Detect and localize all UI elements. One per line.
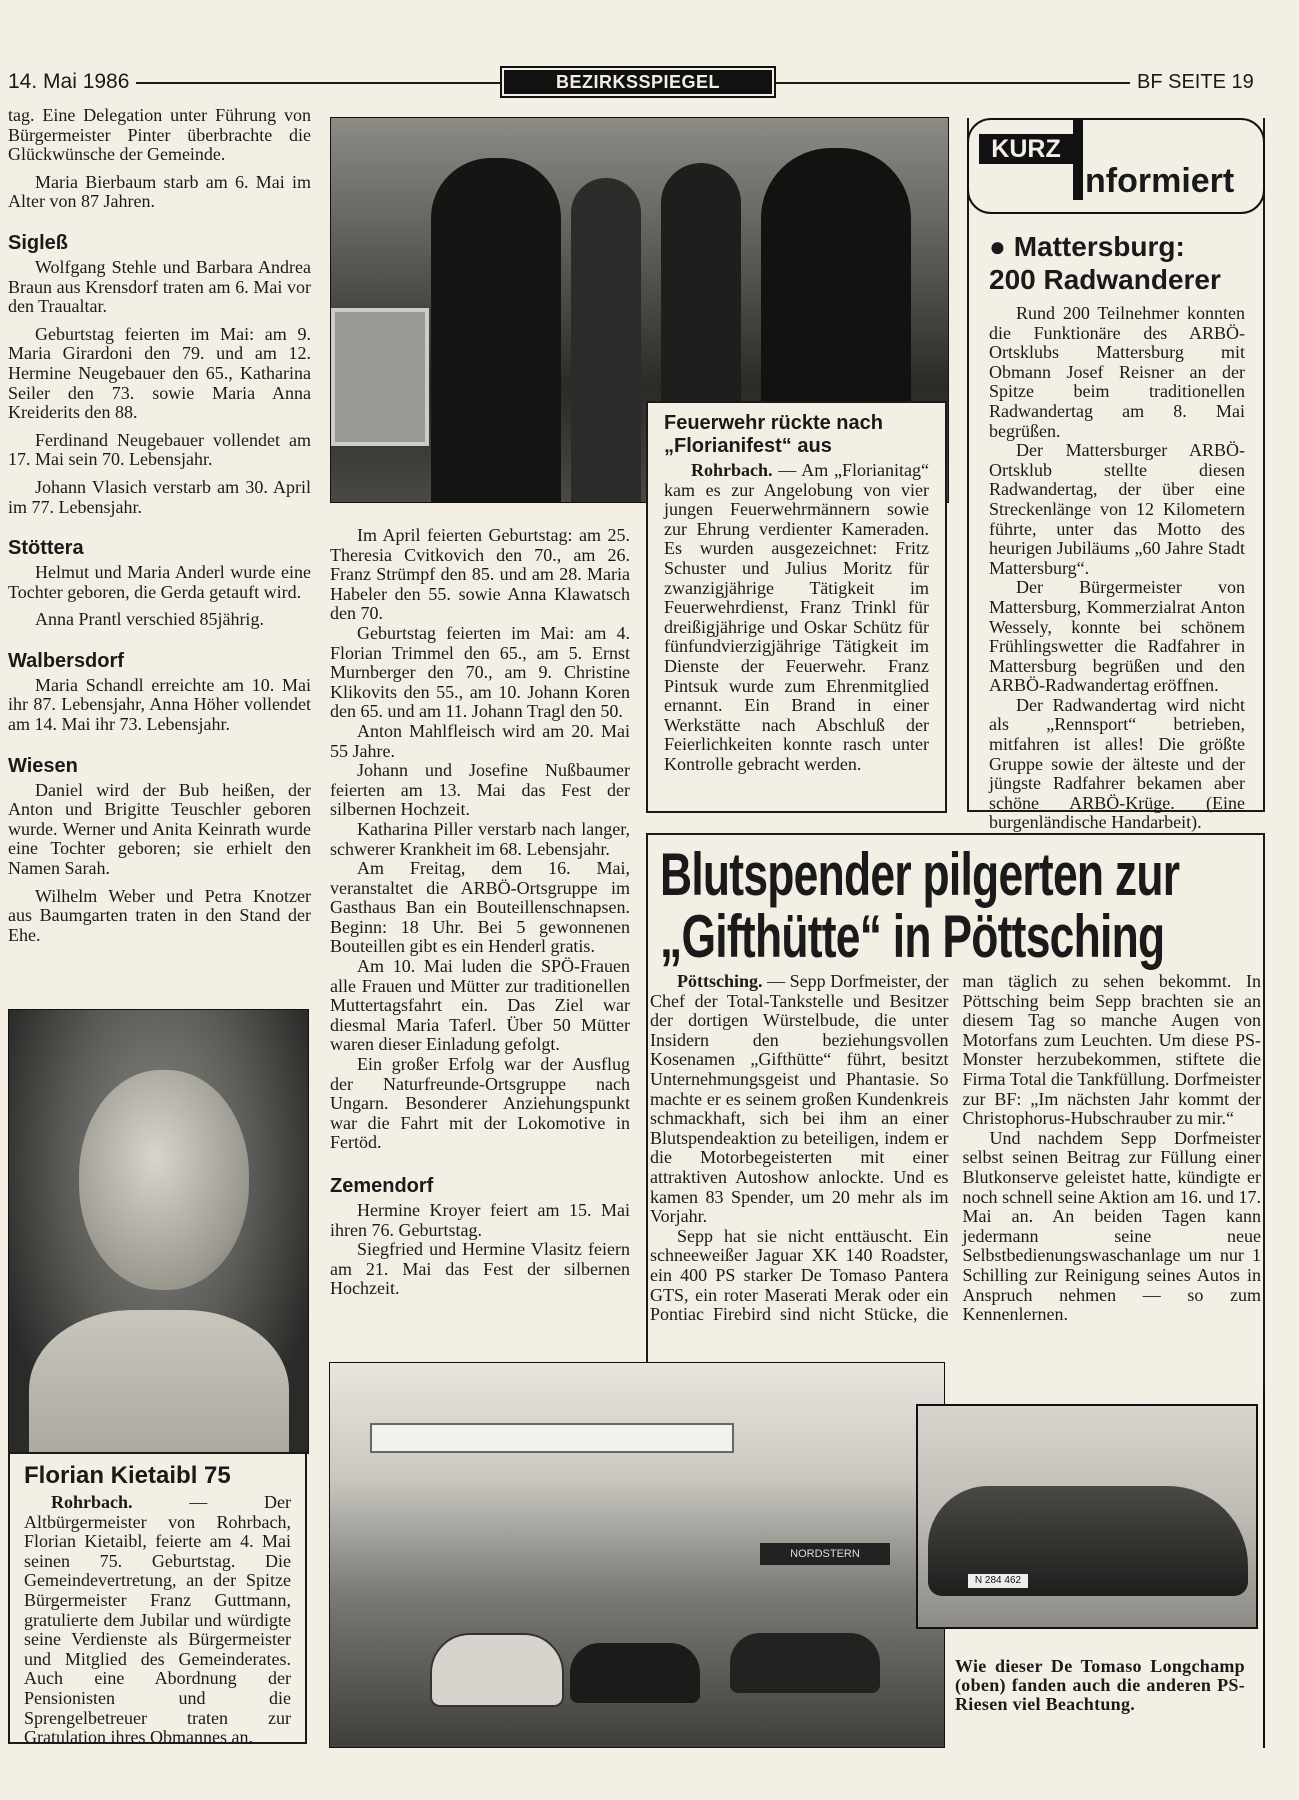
paragraph: Ferdinand Neugebauer vollendet am 17. Mai sein 70. Lebensjahr.	[8, 429, 311, 470]
paragraph: — Sepp Dorfmeister, der Chef der Total-Tankstelle und Besitzer der dortigen Würstelbude, die unter Insidern den beziehungsvollen Kosenamen „Gifthütte“ führt, besitzt Unternehmungsgeist und Phantasie. So machte er es seinem großen Kundenkreis schmackhaft, sich bei ihm an einer Blutspendeaktion zu beteiligen, indem er die Motorbegeisterten mit einer attraktiven Autoshow anlockte. Und es kamen 83 Spender, um 20 mehr als im Vorjahr.	[650, 971, 949, 1227]
paragraph: Johann Vlasich verstarb am 30. April im 77. Lebensjahr.	[8, 476, 311, 517]
photo-caption: Wie dieser De Tomaso Longchamp (oben) fanden auch die anderen PS-Riesen viel Beachtung.	[955, 1656, 1245, 1714]
paragraph: Johann und Josefine Nußbaumer feierten am 13. Mai das Fest der silbernen Hochzeit.	[330, 760, 630, 820]
paragraph: Hermine Kroyer feiert am 15. Mai ihren 76. Geburtstag.	[330, 1200, 630, 1240]
blutspender-body	[650, 972, 1261, 1325]
blutspender-headline	[660, 841, 1252, 970]
paragraph: Am 10. Mai luden die SPÖ-Frauen alle Frauen und Mütter zur traditionellen Muttertagsfahrt ein. Das Ziel war diesmal Maria Taferl. Über 50 Mütter waren dieser Einladung gefolgt.	[330, 956, 630, 1055]
page-header	[0, 66, 1299, 100]
photo-de-tomaso-longchamp	[916, 1404, 1258, 1629]
station-sign: NORDSTERN	[760, 1543, 890, 1565]
issue-date: 14. Mai 1986	[8, 70, 130, 93]
paragraph: Anton Mahlfleisch wird am 20. Mai 55 Jahre.	[330, 720, 630, 761]
paragraph: Der Mattersburger ARBÖ-Ortsklub stellte diesen Radwandertag, der über eine Streckenlänge von 12 Kilometern führte, unter das Motto des heurigen Jubiläums „60 Jahre Stadt Mattersburg“.	[989, 440, 1245, 578]
header-rule-right	[776, 82, 1130, 84]
paragraph: Der Bürgermeister von Mattersburg, Kommerzialrat Anton Wessely, konnte bei schönem Frühlingswetter die Radfahrer in Mattersburg begrüßen und den ARBÖ-Radwandertag eröffnen.	[989, 577, 1245, 696]
paragraph: Anna Prantl verschied 85jährig.	[35, 609, 264, 630]
article-title: Florian Kietaibl 75	[24, 1462, 231, 1489]
portrait-shoulders	[29, 1310, 289, 1454]
paragraph: Maria Bierbaum starb am 6. Mai im Alter von 87 Jahren.	[8, 171, 311, 212]
headline-line: „Gifthütte“ in Pöttsching	[660, 903, 1165, 970]
paragraph: Helmut und Maria Anderl wurde eine Tochter geboren, die Gerda getauft wird.	[8, 562, 311, 602]
paragraph: Daniel wird der Bub heißen, der Anton und Brigitte Teuschler geboren wurde. Werner und Anita Keinrath wurde eine Tochter geboren; sie erhielt den Namen Sarah.	[8, 779, 311, 879]
heading-stoettera: Stöttera	[8, 537, 84, 560]
paragraph: Katharina Piller verstarb nach langer, schwerer Krankheit im 68. Lebensjahr.	[330, 818, 630, 859]
paragraph: tag. Eine Delegation unter Führung von Bürgermeister Pinter überbrachte die Glückwünsche der Gemeinde.	[8, 105, 311, 165]
header-rule-left	[136, 82, 500, 84]
section-banner	[500, 66, 776, 98]
page-number: BF SEITE 19	[1137, 71, 1254, 93]
portrait-photo-kietaibl	[8, 1009, 309, 1454]
article-kietaibl	[8, 1452, 307, 1748]
article-body: — Am „Florianitag“ kam es zur Angelobung von vier jungen Feuerwehrmännern sowie zur Ehrung verdienter Kameraden. Es wurden ausgezeichnet: Fritz Schuster und Julius Moritz für zwanzigjährige Tätigkeit im Feuerwehrdienst, Franz Trinkl für dreißigjährige und Oskar Schütz für fünfundvierzigjährige Tätigkeit im Dienste der Feuerwehr. Franz Pintsuk wurde zum Ehrenmitglied ernannt. Ein Brand in einer Werkstätte nach Abschluß der Feierlichkeiten konnte rasch unter Kontrolle gebracht werden.	[664, 460, 929, 774]
station-canopy	[370, 1423, 734, 1453]
dateline: Rohrbach.	[51, 1492, 133, 1512]
heading-zemendorf: Zemendorf	[330, 1175, 434, 1197]
car	[570, 1643, 700, 1703]
paragraph: Geburtstag feierten im Mai: am 9. Maria Girardoni den 79. und am 12. Hermine Neugebauer den 65., Katharina Seiler den 73. sowie Maria Anna Kreiderits den 88.	[8, 323, 311, 423]
heading-wiesen: Wiesen	[8, 754, 78, 777]
kurz-headline	[989, 230, 1221, 296]
logo-kurz: KURZ	[979, 134, 1073, 164]
headline-line: Mattersburg:	[1013, 231, 1185, 262]
blutspender-right-rule	[1263, 1388, 1265, 1748]
figure	[431, 158, 561, 502]
paragraph: Maria Schandl erreichte am 10. Mai ihr 87. Lebensjahr, Anna Höher vollendet am 14. Mai ihr 73. Lebensjahr.	[8, 674, 311, 735]
kurz-informiert-logo	[967, 118, 1265, 214]
paragraph: Geburtstag feierten im Mai: am 4. Florian Trimmel den 65., am 5. Ernst Murnberger den 70., am 9. Christine Klikovits den 55., am 10. Johann Koren den 65. und am 11. Johann Tragl den 50.	[330, 622, 630, 722]
paragraph: Wolfgang Stehle und Barbara Andrea Braun aus Krensdorf traten am 6. Mai vor den Traualtar.	[8, 256, 311, 317]
paragraph: Der Radwandertag wird nicht als „Rennsport“ betrieben, mitfahren ist alles! Die größte Gruppe sowie der älteste und der jüngste Radfahrer bekamen aber schöne ARBÖ-Krüge. (Eine burgenländische Handarbeit).	[989, 694, 1245, 833]
portrait-head	[79, 1070, 249, 1290]
photo-gas-station-car-show	[329, 1362, 945, 1748]
paragraph: Rund 200 Teilnehmer konnten die Funktionäre des ARBÖ-Ortsklubs Mattersburg mit Obmann Josef Reisner an der Spitze beim traditionellen Radwandertag am 8. Mai begrüßen.	[989, 303, 1245, 441]
dateline: Rohrbach.	[691, 460, 773, 480]
section-name: BEZIRKSSPIEGEL	[504, 70, 772, 94]
logo-informiert: nformiert	[1085, 162, 1235, 200]
article-body: — Der Altbürgermeister von Rohrbach, Florian Kietaibl, feierte am 4. Mai seinen 75. Geburtstag. Die Gemeindevertretung, an der Spitze Bürgermeister Franz Guttmann, gratulierte dem Jubilar und würdigte seine Verdienste als Bürgermeister und Mitglied des Gemeinderates. Auch eine Abordnung der Pensionisten und die Sprengelbetreuer traten zur Gratulation ihres Obmannes an.	[24, 1492, 291, 1748]
framed-certificate	[331, 308, 429, 446]
headline-line: 200 Radwanderer	[989, 264, 1221, 295]
paragraph: Wilhelm Weber und Petra Knotzer aus Baumgarten traten in den Stand der Ehe.	[8, 885, 311, 945]
left-column-news	[8, 106, 311, 945]
middle-column-news	[330, 526, 630, 1299]
bullet-icon: ●	[989, 231, 1006, 262]
car	[430, 1633, 564, 1707]
paragraph: Im April feierten Geburtstag: am 25. Theresia Cvitkovich den 70., am 26. Franz Strümpf den 85. und am 28. Maria Habeler den 55. sowie Anna Klawatsch den 70.	[330, 525, 630, 624]
paragraph: Sepp hat sie nicht enttäuscht. Ein schneeweißer Jaguar XK 140 Roadster, ein 400 PS starker De Tomaso Pantera GTS, ein roter Maserati Merak oder ein Pontiac Firebird sind nicht Stücke, die man täglich zu sehen bekommt. In Pöttsching beim Sepp brachten sie an diesem Tag so manche Augen von Motorfans zum Leuchten. Um diese PS-Monster herzubekommen, stiftete die Firma Total die Tankfüllung. Dorfmeister zur BF: „Im nächsten Jahr kommt der Christophorus-Hubschrauber zu mir.“	[650, 971, 1261, 1325]
paragraph: Siegfried und Hermine Vlasitz feiern am 21. Mai das Fest der silbernen Hochzeit.	[330, 1239, 630, 1299]
paragraph: Am Freitag, dem 16. Mai, veranstaltet die ARBÖ-Ortsgruppe im Gasthaus Ban ein Bouteillenschnapsen. Beginn: 18 Uhr. Bei 5 gewonnenen Bouteillen gibt es ein Henderl gratis.	[330, 858, 630, 957]
dateline: Pöttsching.	[677, 971, 763, 991]
article-title: Feuerwehr rückte nach „Florianifest“ aus	[664, 412, 883, 457]
paragraph: Ein großer Erfolg war der Ausflug der Naturfreunde-Ortsgruppe nach Ungarn. Besonderer Anziehungspunkt war die Fahrt mit der Lokomotive in Fertöd.	[330, 1054, 630, 1153]
kurz-article-body	[989, 304, 1245, 833]
kurz-informiert-box	[967, 118, 1265, 833]
heading-walbersdorf: Walbersdorf	[8, 649, 124, 672]
headline-line: Blutspender pilgerten zur	[660, 841, 1180, 908]
logo-bar	[1073, 118, 1083, 200]
article-feuerwehr	[646, 401, 947, 813]
car	[730, 1633, 880, 1693]
heading-sigless: Sigleß	[8, 231, 69, 254]
paragraph: Und nachdem Sepp Dorfmeister selbst seinen Beitrag zur Füllung einer Blutkonserve geleistet hatte, kündigte er noch schnell seine Aktion am 16. und 17. Mai an. An beiden Tagen kann jedermann seine neue Selbstbedienungswaschanlage um nur 1 Schilling zur Reinigung seines Autos in Anspruch nehmen — so zum Kennenlernen.	[962, 1127, 1261, 1325]
license-plate: N 284 462	[968, 1574, 1028, 1588]
figure	[571, 178, 641, 502]
